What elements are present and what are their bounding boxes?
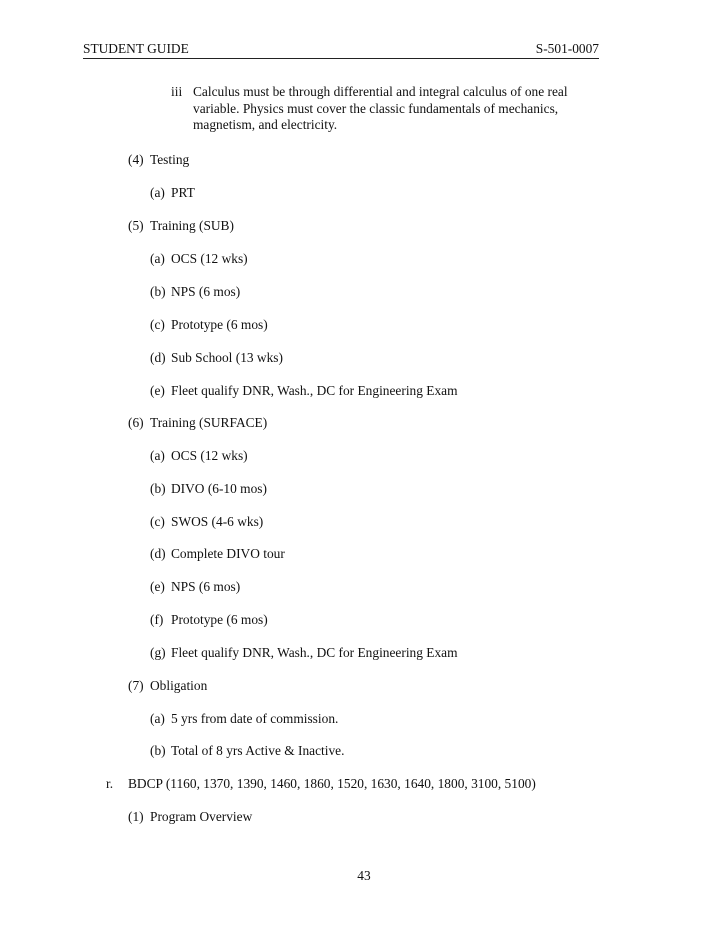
outline-text: Complete DIVO tour — [171, 546, 285, 561]
roman-marker: iii — [171, 84, 183, 99]
outline-text: NPS (6 mos) — [171, 579, 241, 594]
page-number: 43 — [357, 868, 371, 883]
running-header-title: STUDENT GUIDE — [83, 41, 189, 56]
paragraph-line: magnetism, and electricity. — [193, 117, 338, 132]
outline-text: PRT — [171, 185, 195, 200]
outline-marker: (b) — [150, 481, 166, 496]
outline-text: Fleet qualify DNR, Wash., DC for Engineering Exam — [171, 383, 458, 398]
outline-text: Sub School (13 wks) — [171, 350, 283, 365]
outline-text: 5 yrs from date of commission. — [171, 711, 339, 726]
outline-marker: (5) — [128, 218, 144, 233]
outline-marker: (d) — [150, 546, 166, 561]
outline-marker: (c) — [150, 514, 165, 529]
outline-text: Total of 8 yrs Active & Inactive. — [171, 743, 345, 758]
outline-text: Testing — [150, 152, 190, 167]
outline-text: Fleet qualify DNR, Wash., DC for Engineering Exam — [171, 645, 458, 660]
outline-text: Prototype (6 mos) — [171, 612, 268, 627]
outline-marker: (1) — [128, 809, 144, 824]
outline-marker: r. — [106, 776, 114, 791]
outline-marker: (d) — [150, 350, 166, 365]
outline-marker: (b) — [150, 284, 166, 299]
outline-text: OCS (12 wks) — [171, 251, 248, 266]
outline-marker: (6) — [128, 415, 144, 430]
outline-text: DIVO (6-10 mos) — [171, 481, 267, 496]
paragraph-line: variable. Physics must cover the classic fundamentals of mechanics, — [193, 100, 559, 116]
outline-text: BDCP (1160, 1370, 1390, 1460, 1860, 1520, 1630, 1640, 1800, 3100, 5100) — [128, 776, 536, 791]
outline-marker: (7) — [128, 678, 144, 693]
outline-marker: (4) — [128, 152, 144, 167]
outline-marker: (a) — [150, 185, 165, 200]
outline-marker: (a) — [150, 711, 165, 726]
outline-text: Program Overview — [150, 809, 253, 824]
outline-marker: (e) — [150, 383, 165, 398]
outline-marker: (g) — [150, 645, 166, 660]
outline-text: Training (SURFACE) — [150, 415, 268, 430]
item-iii-paragraph — [193, 84, 593, 134]
outline-text: SWOS (4-6 wks) — [171, 514, 264, 529]
header-rule — [83, 58, 599, 59]
outline-marker: (a) — [150, 251, 165, 266]
outline-marker: (e) — [150, 579, 165, 594]
outline-text: Prototype (6 mos) — [171, 317, 268, 332]
outline-text: Obligation — [150, 678, 208, 693]
outline-marker: (f) — [150, 612, 164, 627]
outline-text: OCS (12 wks) — [171, 448, 248, 463]
document-number: S-501-0007 — [535, 41, 599, 56]
outline-text: Training (SUB) — [150, 218, 234, 233]
outline-marker: (b) — [150, 743, 166, 758]
outline-marker: (c) — [150, 317, 165, 332]
outline-text: NPS (6 mos) — [171, 284, 241, 299]
paragraph-line: Calculus must be through differential and integral calculus of one real — [193, 84, 568, 99]
outline-marker: (a) — [150, 448, 165, 463]
